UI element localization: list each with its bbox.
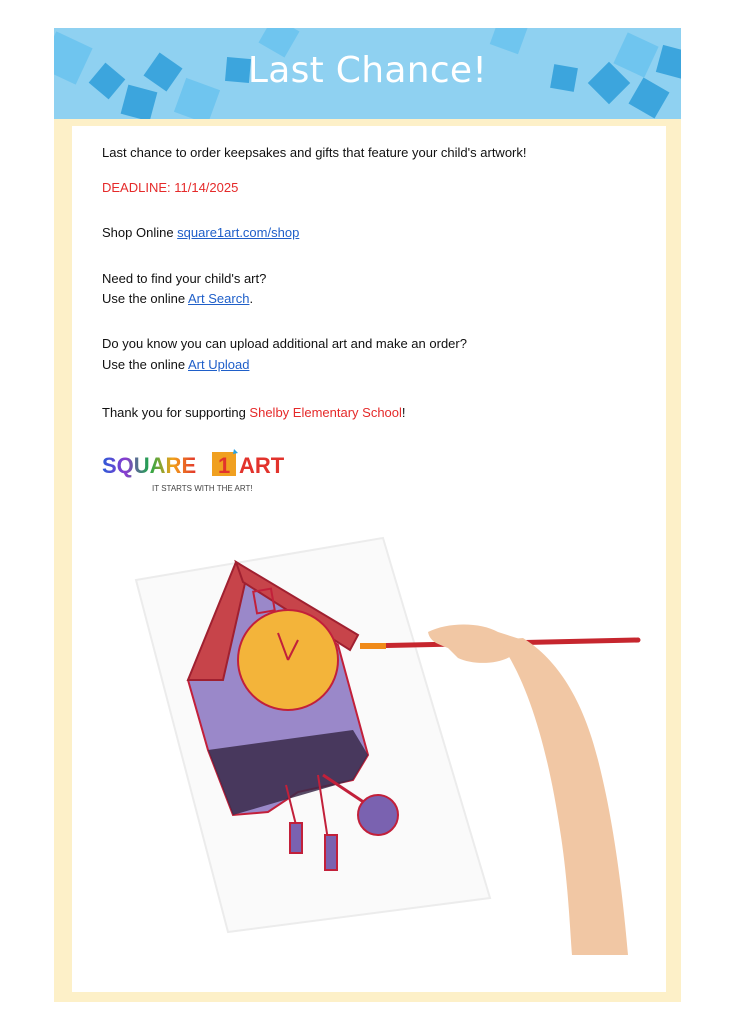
logo-number: 1 xyxy=(218,453,231,478)
pendulum-weight xyxy=(358,795,398,835)
art-search-link[interactable]: Art Search xyxy=(188,291,250,306)
thanks-exclaim: ! xyxy=(401,405,406,420)
shop-line xyxy=(102,223,299,243)
square1art-logo[interactable] xyxy=(102,447,302,497)
upload-question: Do you know you can upload additional art and make an order? xyxy=(102,336,467,351)
logo-tagline: IT STARTS WITH THE ART! xyxy=(152,484,253,493)
logo-star-icon xyxy=(233,449,238,454)
shop-label: Shop Online xyxy=(102,225,178,240)
banner-title: Last Chance! xyxy=(247,50,488,91)
weight-right xyxy=(325,835,337,870)
deadline-text: DEADLINE: 11/14/2025 xyxy=(102,180,239,195)
shop-link[interactable]: square1art.com/shop xyxy=(177,225,300,240)
header-banner xyxy=(54,28,681,119)
find-period: . xyxy=(249,291,254,306)
find-question: Need to find your child's art? xyxy=(102,271,267,286)
logo-left-text: SQUARE xyxy=(102,453,197,478)
thanks-label: Thank you for supporting xyxy=(102,405,250,420)
upload-line xyxy=(102,355,249,375)
artwork-illustration xyxy=(128,530,648,960)
forearm xyxy=(498,638,628,955)
upload-label: Use the online xyxy=(102,357,189,372)
logo-right-text: ART xyxy=(239,453,285,478)
find-line xyxy=(102,289,253,309)
art-upload-link[interactable]: Art Upload xyxy=(188,357,250,372)
school-name: Shelby Elementary School xyxy=(249,405,402,420)
thanks-line xyxy=(102,403,406,423)
weight-left xyxy=(290,823,302,853)
find-label: Use the online xyxy=(102,291,189,306)
intro-text: Last chance to order keepsakes and gifts that feature your child's artwork! xyxy=(102,145,527,160)
